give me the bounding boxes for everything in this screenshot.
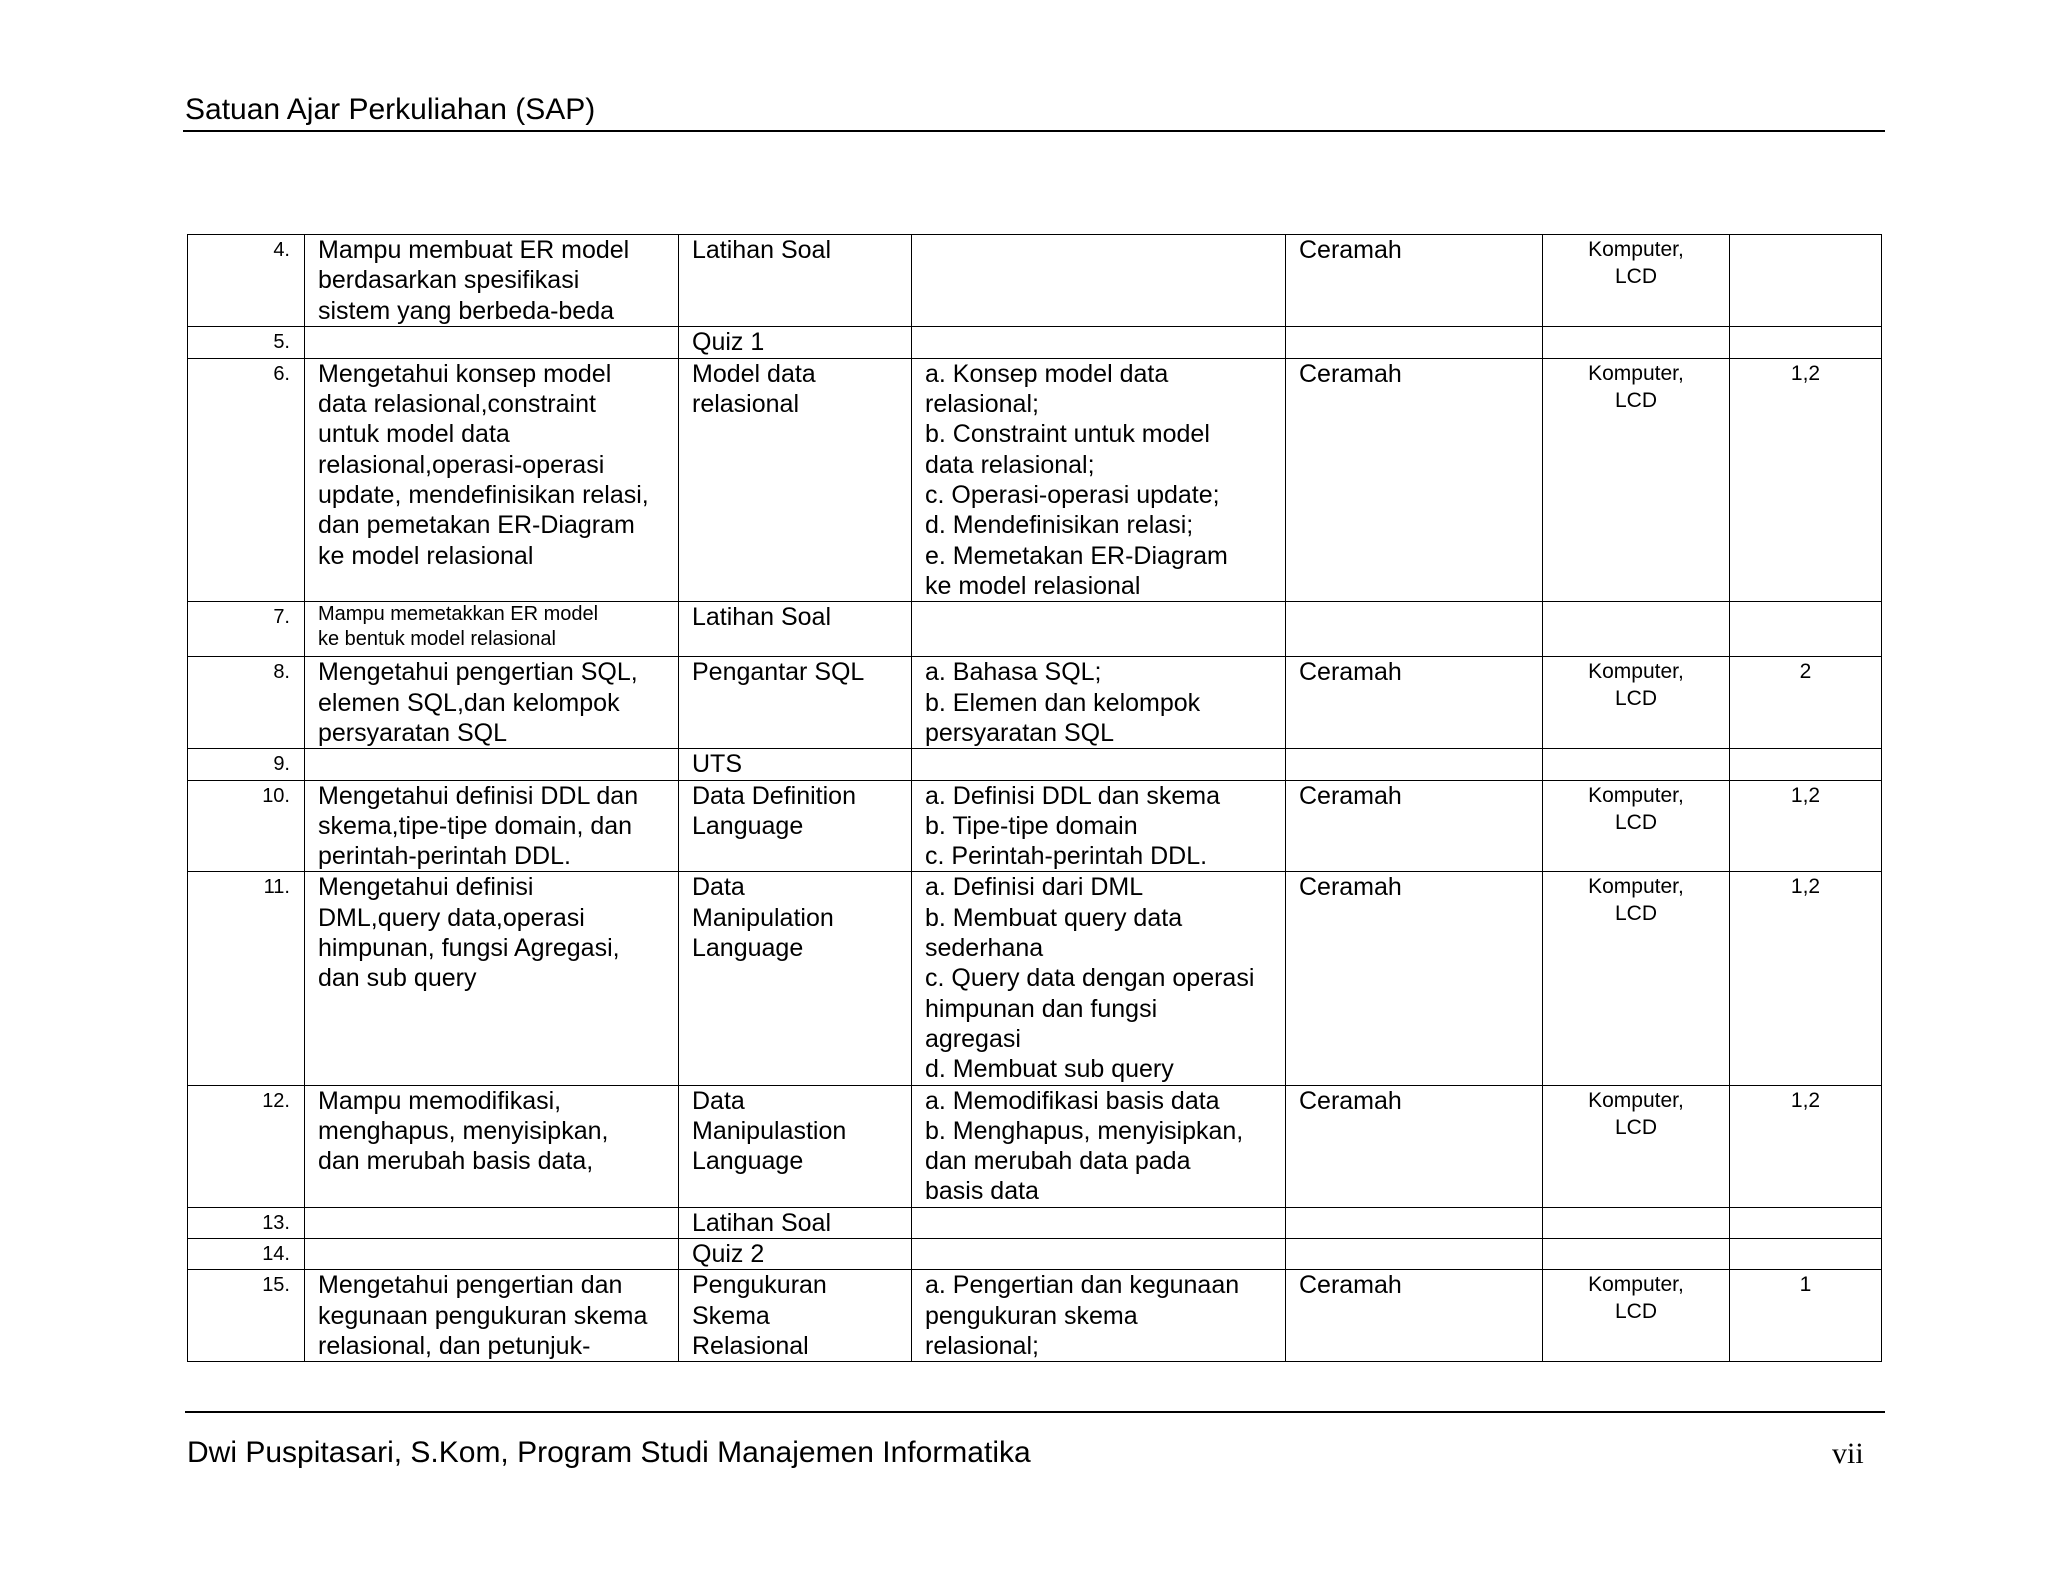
cell-line: himpunan dan fungsi xyxy=(925,994,1158,1023)
sub-pokok-bahasan-cell xyxy=(912,358,1286,601)
sub-pokok-bahasan-cell xyxy=(912,1085,1286,1207)
cell-line: Mampu memodifikasi, xyxy=(318,1086,562,1115)
cell-line: pengukuran skema xyxy=(925,1301,1138,1330)
cell-text: Ceramah xyxy=(1299,1086,1402,1115)
table-row xyxy=(188,1207,1882,1238)
row-number-cell xyxy=(188,657,305,749)
tujuan-cell xyxy=(305,1085,679,1207)
tujuan-cell xyxy=(305,657,679,749)
cell-line: Latihan Soal xyxy=(692,236,832,264)
cell-text: 4. xyxy=(273,239,290,261)
cell-text: Ceramah xyxy=(1299,781,1402,810)
cell-line: Pengukuran xyxy=(692,1271,827,1300)
metode-cell xyxy=(1286,1207,1543,1238)
metode-cell xyxy=(1286,872,1543,1085)
media-cell xyxy=(1543,358,1730,601)
cell-line: Manipulation xyxy=(692,903,834,932)
tujuan-cell xyxy=(305,872,679,1085)
cell-line: relasional,operasi-operasi xyxy=(318,450,605,479)
cell-text: Ceramah xyxy=(1299,359,1402,388)
referensi-cell xyxy=(1730,657,1882,749)
cell-line: Komputer, xyxy=(1588,361,1684,385)
cell-text: 5. xyxy=(273,330,290,353)
cell-line: c. Operasi-operasi update; xyxy=(925,481,1220,510)
cell-text: 12. xyxy=(262,1089,290,1112)
cell-text: 7. xyxy=(273,606,290,629)
tujuan-cell xyxy=(305,1239,679,1270)
metode-cell xyxy=(1286,780,1543,872)
cell-line: Data xyxy=(692,1086,745,1115)
cell-line: himpunan, fungsi Agregasi, xyxy=(318,934,620,963)
pokok-bahasan-cell xyxy=(679,780,912,872)
cell-line: agregasi xyxy=(925,1024,1021,1053)
cell-line: Mengetahui pengertian SQL, xyxy=(318,658,638,687)
table-row xyxy=(188,749,1882,780)
table-row xyxy=(188,872,1882,1085)
metode-cell xyxy=(1286,235,1543,327)
cell-text: 8. xyxy=(273,661,290,684)
cell-line: perintah-perintah DDL. xyxy=(318,842,571,871)
cell-line: Mampu membuat ER model xyxy=(318,236,630,264)
cell-line: kegunaan pengukuran skema xyxy=(318,1301,648,1330)
cell-line: Skema xyxy=(692,1301,770,1330)
cell-line: menghapus, menyisipkan, xyxy=(318,1116,609,1145)
table-row xyxy=(188,358,1882,601)
tujuan-cell xyxy=(305,235,679,327)
pokok-bahasan-cell xyxy=(679,749,912,780)
cell-line: Relasional xyxy=(692,1331,809,1360)
metode-cell xyxy=(1286,1085,1543,1207)
media-cell xyxy=(1543,657,1730,749)
cell-line: sistem yang berbeda-beda xyxy=(318,296,615,325)
cell-line: b. Tipe-tipe domain xyxy=(925,811,1138,840)
row-number-cell xyxy=(188,780,305,872)
cell-line: Mengetahui definisi xyxy=(318,873,534,902)
cell-line: Komputer, xyxy=(1588,875,1684,899)
cell-line: a. Konsep model data xyxy=(925,359,1169,388)
metode-cell xyxy=(1286,602,1543,657)
cell-line: Language xyxy=(692,934,804,963)
page-footer-author: Dwi Puspitasari, S.Kom, Program Studi Manajemen Informatika xyxy=(187,1436,1031,1469)
row-number-cell xyxy=(188,872,305,1085)
cell-line: Komputer, xyxy=(1588,783,1684,807)
cell-line: Manipulastion xyxy=(692,1116,847,1145)
table-row xyxy=(188,602,1882,657)
sub-pokok-bahasan-cell xyxy=(912,657,1286,749)
sub-pokok-bahasan-cell xyxy=(912,1270,1286,1362)
pokok-bahasan-cell xyxy=(679,1207,912,1238)
cell-line: Komputer, xyxy=(1588,660,1684,684)
cell-text: 2 xyxy=(1799,660,1812,684)
sub-pokok-bahasan-cell xyxy=(912,1207,1286,1238)
table-row xyxy=(188,1085,1882,1207)
cell-line: Quiz 1 xyxy=(692,327,765,356)
cell-line: LCD xyxy=(1614,810,1657,834)
row-number-cell xyxy=(188,358,305,601)
sub-pokok-bahasan-cell xyxy=(912,780,1286,872)
pokok-bahasan-cell xyxy=(679,1085,912,1207)
cell-line: Latihan Soal xyxy=(692,603,832,632)
cell-line: Mengetahui definisi DDL dan xyxy=(318,781,639,810)
table-row xyxy=(188,326,1882,358)
cell-line: a. Definisi dari DML xyxy=(925,873,1144,902)
cell-line: b. Constraint untuk model xyxy=(925,420,1210,449)
cell-line: data relasional; xyxy=(925,450,1095,479)
pokok-bahasan-cell xyxy=(679,326,912,358)
referensi-cell xyxy=(1730,1270,1882,1362)
media-cell xyxy=(1543,326,1730,358)
referensi-cell xyxy=(1730,872,1882,1085)
cell-line: Language xyxy=(692,811,804,840)
cell-line: data relasional,constraint xyxy=(318,390,596,419)
tujuan-cell xyxy=(305,780,679,872)
cell-line: LCD xyxy=(1614,1300,1657,1324)
table-row xyxy=(188,235,1882,327)
pokok-bahasan-cell xyxy=(679,602,912,657)
cell-line: a. Pengertian dan kegunaan xyxy=(925,1271,1240,1300)
tujuan-cell xyxy=(305,1207,679,1238)
cell-line: relasional, dan petunjuk- xyxy=(318,1331,591,1360)
row-number-cell xyxy=(188,1239,305,1270)
header-divider xyxy=(183,130,1885,132)
media-cell xyxy=(1543,235,1730,327)
media-cell xyxy=(1543,749,1730,780)
cell-line: DML,query data,operasi xyxy=(318,903,585,932)
cell-line: LCD xyxy=(1614,902,1657,926)
referensi-cell xyxy=(1730,1085,1882,1207)
referensi-cell xyxy=(1730,780,1882,872)
cell-line: persyaratan SQL xyxy=(318,718,507,747)
metode-cell xyxy=(1286,657,1543,749)
tujuan-cell xyxy=(305,358,679,601)
cell-text: Ceramah xyxy=(1299,1271,1402,1300)
cell-line: relasional xyxy=(692,390,800,419)
cell-text: 1,2 xyxy=(1790,1088,1821,1112)
cell-line: LCD xyxy=(1614,687,1657,711)
cell-line: elemen SQL,dan kelompok xyxy=(318,688,620,717)
sub-pokok-bahasan-cell xyxy=(912,326,1286,358)
pokok-bahasan-cell xyxy=(679,657,912,749)
footer-divider xyxy=(185,1411,1885,1413)
cell-text: 15. xyxy=(262,1274,290,1297)
cell-line: Data xyxy=(692,873,745,902)
metode-cell xyxy=(1286,1270,1543,1362)
cell-line: berdasarkan spesifikasi xyxy=(318,266,580,295)
tujuan-cell xyxy=(305,602,679,657)
media-cell xyxy=(1543,1239,1730,1270)
cell-text: 1,2 xyxy=(1790,361,1821,385)
cell-line: relasional; xyxy=(925,1331,1039,1360)
cell-line: ke bentuk model relasional xyxy=(318,628,556,651)
cell-line: d. Mendefinisikan relasi; xyxy=(925,511,1194,540)
cell-line: update, mendefinisikan relasi, xyxy=(318,481,649,510)
sub-pokok-bahasan-cell xyxy=(912,749,1286,780)
cell-line: LCD xyxy=(1614,1115,1657,1139)
media-cell xyxy=(1543,780,1730,872)
page-number: vii xyxy=(1832,1437,1864,1470)
cell-line: persyaratan SQL xyxy=(925,718,1114,747)
pokok-bahasan-cell xyxy=(679,358,912,601)
cell-line: LCD xyxy=(1614,388,1657,412)
tujuan-cell xyxy=(305,1270,679,1362)
cell-line: a. Definisi DDL dan skema xyxy=(925,781,1221,810)
table-row xyxy=(188,1270,1882,1362)
cell-text: 1 xyxy=(1799,1273,1812,1297)
row-number-cell xyxy=(188,1270,305,1362)
cell-text: 9. xyxy=(273,753,290,776)
referensi-cell xyxy=(1730,749,1882,780)
cell-text: 6. xyxy=(273,362,290,385)
cell-line: sederhana xyxy=(925,934,1044,963)
pokok-bahasan-cell xyxy=(679,235,912,327)
metode-cell xyxy=(1286,749,1543,780)
media-cell xyxy=(1543,872,1730,1085)
row-number-cell xyxy=(188,749,305,780)
cell-line: Mengetahui pengertian dan xyxy=(318,1271,623,1300)
cell-text: 1,2 xyxy=(1790,783,1821,807)
cell-line: c. Query data dengan operasi xyxy=(925,964,1255,993)
table-row xyxy=(188,657,1882,749)
cell-line: ke model relasional xyxy=(318,541,534,570)
referensi-cell xyxy=(1730,235,1882,327)
referensi-cell xyxy=(1730,358,1882,601)
cell-line: b. Membuat query data xyxy=(925,903,1183,932)
cell-text: 1,2 xyxy=(1790,875,1821,899)
cell-line: a. Bahasa SQL; xyxy=(925,658,1102,687)
cell-text: 10. xyxy=(262,784,290,807)
referensi-cell xyxy=(1730,1207,1882,1238)
sap-table xyxy=(187,234,1882,1362)
cell-line: ke model relasional xyxy=(925,571,1141,600)
pokok-bahasan-cell xyxy=(679,1239,912,1270)
sub-pokok-bahasan-cell xyxy=(912,235,1286,327)
cell-line: Mengetahui konsep model xyxy=(318,359,612,388)
cell-line: Pengantar SQL xyxy=(692,658,865,687)
metode-cell xyxy=(1286,1239,1543,1270)
cell-line: untuk model data xyxy=(318,420,510,449)
cell-line: skema,tipe-tipe domain, dan xyxy=(318,811,633,840)
media-cell xyxy=(1543,1270,1730,1362)
media-cell xyxy=(1543,1207,1730,1238)
cell-line: Data Definition xyxy=(692,781,856,810)
cell-line: dan merubah data pada xyxy=(925,1147,1191,1176)
cell-line: Mampu memetakkan ER model xyxy=(318,603,599,626)
cell-line: Model data xyxy=(692,359,816,388)
row-number-cell xyxy=(188,326,305,358)
cell-line: dan sub query xyxy=(318,964,477,993)
cell-line: dan pemetakan ER-Diagram xyxy=(318,511,635,540)
cell-line: b. Elemen dan kelompok xyxy=(925,688,1201,717)
cell-line: d. Membuat sub query xyxy=(925,1055,1174,1084)
cell-line: a. Memodifikasi basis data xyxy=(925,1086,1220,1115)
tujuan-cell xyxy=(305,326,679,358)
sub-pokok-bahasan-cell xyxy=(912,872,1286,1085)
cell-line: Latihan Soal xyxy=(692,1208,832,1237)
cell-line: Komputer, xyxy=(1588,1273,1684,1297)
metode-cell xyxy=(1286,326,1543,358)
media-cell xyxy=(1543,602,1730,657)
sap-table-body xyxy=(188,235,1882,1362)
page-header-title: Satuan Ajar Perkuliahan (SAP) xyxy=(185,93,596,126)
cell-text: Ceramah xyxy=(1299,236,1402,264)
cell-line: UTS xyxy=(692,750,742,779)
cell-line: c. Perintah-perintah DDL. xyxy=(925,842,1208,871)
tujuan-cell xyxy=(305,749,679,780)
cell-line: LCD xyxy=(1614,265,1657,288)
cell-line: basis data xyxy=(925,1177,1039,1206)
table-row xyxy=(188,780,1882,872)
cell-line: Quiz 2 xyxy=(692,1240,765,1269)
cell-line: b. Menghapus, menyisipkan, xyxy=(925,1116,1244,1145)
row-number-cell xyxy=(188,1207,305,1238)
table-row xyxy=(188,1239,1882,1270)
row-number-cell xyxy=(188,602,305,657)
cell-line: Language xyxy=(692,1147,804,1176)
cell-text: Ceramah xyxy=(1299,658,1402,687)
referensi-cell xyxy=(1730,602,1882,657)
cell-line: e. Memetakan ER-Diagram xyxy=(925,541,1228,570)
cell-text: 13. xyxy=(262,1211,290,1234)
metode-cell xyxy=(1286,358,1543,601)
cell-text: 11. xyxy=(263,876,290,899)
cell-line: relasional; xyxy=(925,390,1039,419)
cell-text: 14. xyxy=(262,1243,290,1266)
row-number-cell xyxy=(188,1085,305,1207)
pokok-bahasan-cell xyxy=(679,1270,912,1362)
referensi-cell xyxy=(1730,326,1882,358)
cell-line: dan merubah basis data, xyxy=(318,1147,594,1176)
pokok-bahasan-cell xyxy=(679,872,912,1085)
sub-pokok-bahasan-cell xyxy=(912,1239,1286,1270)
row-number-cell xyxy=(188,235,305,327)
media-cell xyxy=(1543,1085,1730,1207)
referensi-cell xyxy=(1730,1239,1882,1270)
cell-line: Komputer, xyxy=(1588,238,1684,261)
sub-pokok-bahasan-cell xyxy=(912,602,1286,657)
cell-line: Komputer, xyxy=(1588,1088,1684,1112)
cell-text: Ceramah xyxy=(1299,873,1402,902)
